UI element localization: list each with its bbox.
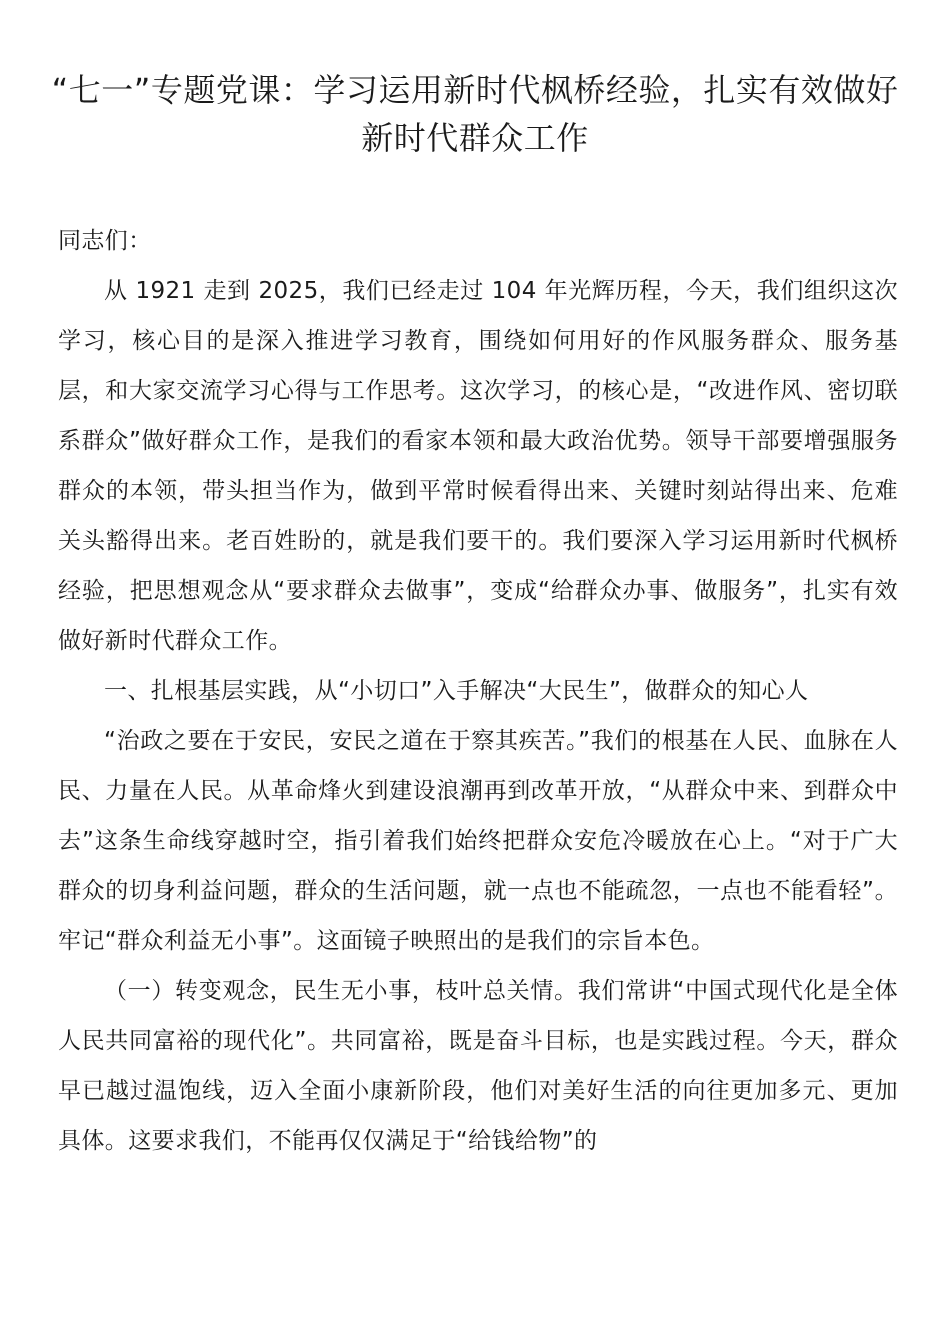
subsection-1-paragraph: （一）转变观念，民生无小事，枝叶总关情。我们常讲“中国式现代化是全体人民共同富裕的现代化”。共同富裕，既是奋斗目标，也是实践过程。今天，群众早已越过温饱线，迈入全面小康新阶段，他们对美好生活的向往更加多元、更加具体。这要求我们，不能再仅仅满足于“给钱给物”的: [58, 978, 898, 1154]
section-1-paragraph: “治政之要在于安民，安民之道在于察其疾苦。”我们的根基在人民、血脉在人民、力量在人民。从革命烽火到建设浪潮再到改革开放，“从群众中来、到群众中去”这条生命线穿越时空，指引着我们始终把群众安危冷暖放在心上。“对于广大群众的切身利益问题，群众的生活问题，就一点也不能疏忽，一点也不能看轻”。牢记“群众利益无小事”。这面镜子映照出的是我们的宗旨本色。: [58, 728, 898, 954]
intro-paragraph: 从 1921 走到 2025，我们已经走过 104 年光辉历程，今天，我们组织这次学习，核心目的是深入推进学习教育，围绕如何用好的作风服务群众、服务基层，和大家交流学习心得与工作思考。这次学习，的核心是，“改进作风、密切联系群众”做好群众工作，是我们的看家本领和最大政治优势。领导干部要增强服务群众的本领，带头担当作为，做到平常时候看得出来、关键时刻站得出来、危难关头豁得出来。老百姓盼的，就是我们要干的。我们要深入学习运用新时代枫桥经验，把思想观念从“要求群众去做事”，变成“给群众办事、做服务”，扎实有效做好新时代群众工作。: [58, 278, 898, 654]
section-heading-1: 一、扎根基层实践，从“小切口”入手解决“大民生”，做群众的知心人: [104, 678, 809, 704]
salutation: 同志们：: [58, 228, 152, 254]
document-title: “七一”专题党课：学习运用新时代枫桥经验，扎实有效做好新时代群众工作: [51, 71, 899, 157]
document-body: [58, 216, 898, 1166]
